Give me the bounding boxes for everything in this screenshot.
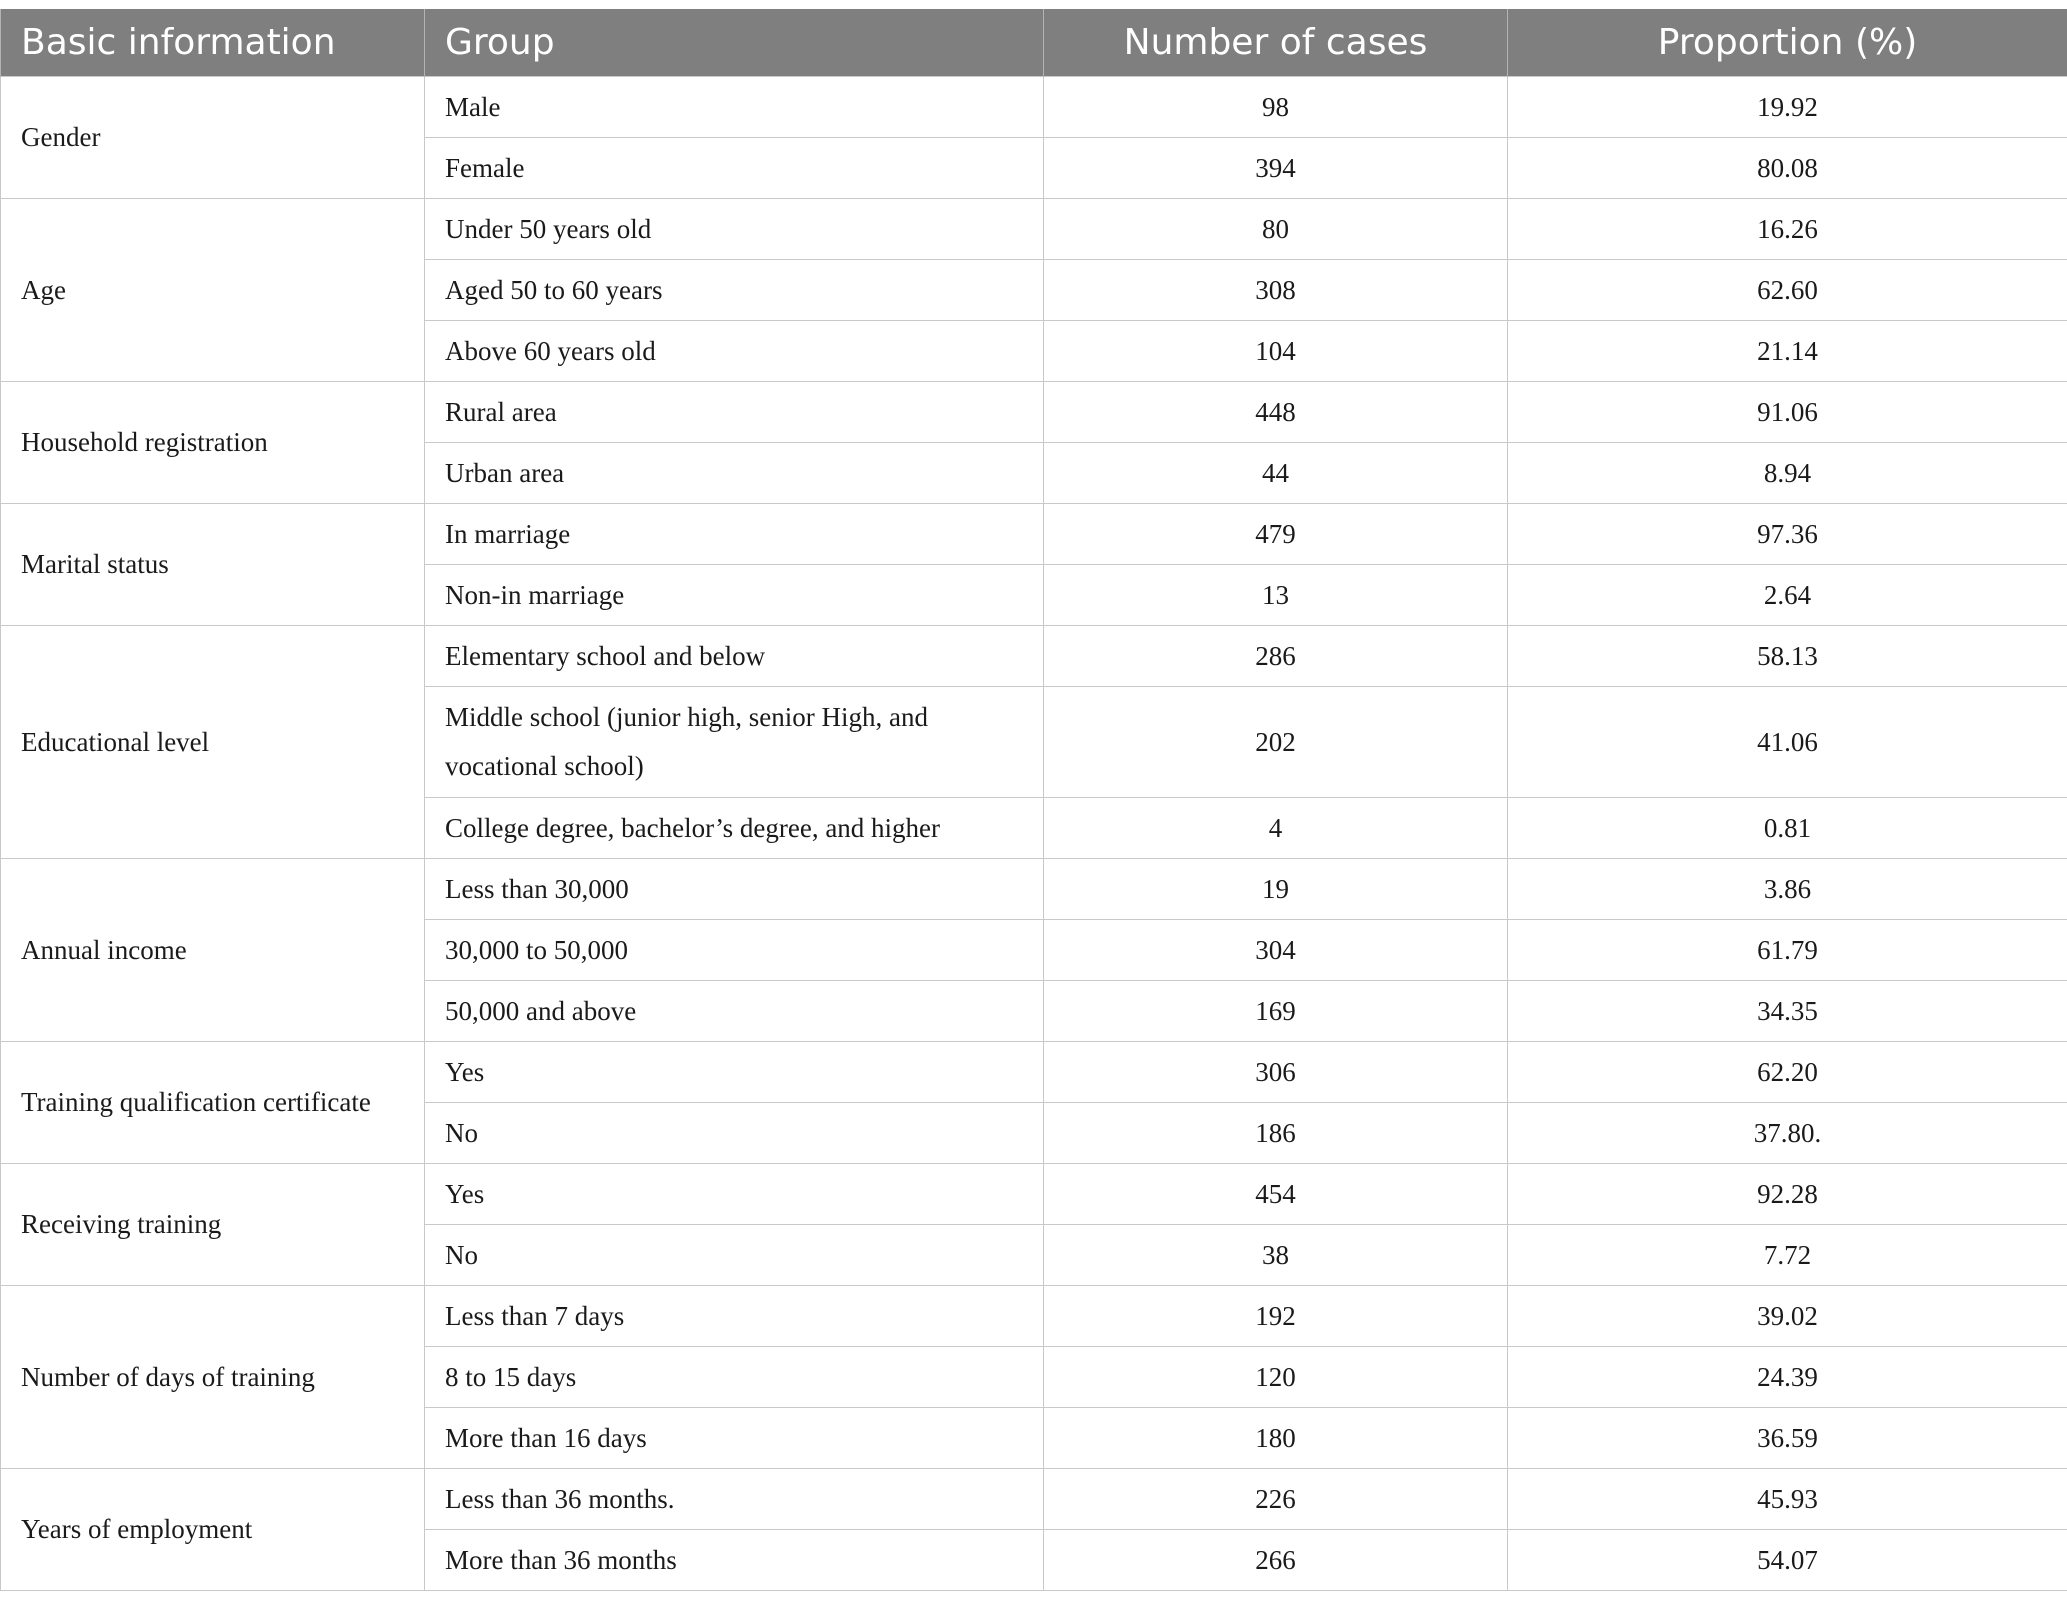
data-table-container (0, 9, 2067, 1591)
cases-cell: 226 (1044, 1469, 1508, 1530)
group-cell: College degree, bachelor’s degree, and higher (425, 798, 1044, 859)
proportion-cell: 97.36 (1508, 504, 2067, 565)
cases-cell: 4 (1044, 798, 1508, 859)
proportion-cell: 21.14 (1508, 321, 2067, 382)
proportion-cell: 2.64 (1508, 565, 2067, 626)
category-cell: Years of employment (1, 1469, 425, 1591)
group-cell: Less than 7 days (425, 1286, 1044, 1347)
proportion-cell: 7.72 (1508, 1225, 2067, 1286)
category-cell: Number of days of training (1, 1286, 425, 1469)
proportion-cell: 36.59 (1508, 1408, 2067, 1469)
cases-cell: 308 (1044, 260, 1508, 321)
proportion-cell: 16.26 (1508, 199, 2067, 260)
cases-cell: 104 (1044, 321, 1508, 382)
cases-cell: 454 (1044, 1164, 1508, 1225)
table-row (1, 382, 2067, 443)
category-cell: Receiving training (1, 1164, 425, 1286)
cases-cell: 120 (1044, 1347, 1508, 1408)
cases-cell: 306 (1044, 1042, 1508, 1103)
proportion-cell: 34.35 (1508, 981, 2067, 1042)
table-row (1, 199, 2067, 260)
cases-cell: 286 (1044, 626, 1508, 687)
header-group: Group (425, 9, 1044, 77)
group-cell: Urban area (425, 443, 1044, 504)
cases-cell: 448 (1044, 382, 1508, 443)
cases-cell: 80 (1044, 199, 1508, 260)
group-cell: Yes (425, 1042, 1044, 1103)
category-cell: Gender (1, 77, 425, 199)
category-cell: Household registration (1, 382, 425, 504)
proportion-cell: 91.06 (1508, 382, 2067, 443)
group-cell: Middle school (junior high, senior High, and vocational school) (425, 687, 1044, 798)
cases-cell: 479 (1044, 504, 1508, 565)
proportion-cell: 45.93 (1508, 1469, 2067, 1530)
cases-cell: 394 (1044, 138, 1508, 199)
proportion-cell: 62.60 (1508, 260, 2067, 321)
group-cell: Rural area (425, 382, 1044, 443)
cases-cell: 304 (1044, 920, 1508, 981)
table-row (1, 1164, 2067, 1225)
table-row (1, 859, 2067, 920)
group-cell: No (425, 1103, 1044, 1164)
group-cell: Elementary school and below (425, 626, 1044, 687)
table-header (1, 9, 2067, 77)
category-cell: Training qualification certificate (1, 1042, 425, 1164)
table-row (1, 1286, 2067, 1347)
header-row (1, 9, 2067, 77)
proportion-cell: 39.02 (1508, 1286, 2067, 1347)
proportion-cell: 8.94 (1508, 443, 2067, 504)
cases-cell: 202 (1044, 687, 1508, 798)
proportion-cell: 54.07 (1508, 1530, 2067, 1591)
group-cell: Non-in marriage (425, 565, 1044, 626)
cases-cell: 180 (1044, 1408, 1508, 1469)
cases-cell: 38 (1044, 1225, 1508, 1286)
group-cell: 50,000 and above (425, 981, 1044, 1042)
category-cell: Age (1, 199, 425, 382)
proportion-cell: 58.13 (1508, 626, 2067, 687)
group-cell: Less than 30,000 (425, 859, 1044, 920)
cases-cell: 192 (1044, 1286, 1508, 1347)
proportion-cell: 41.06 (1508, 687, 2067, 798)
proportion-cell: 61.79 (1508, 920, 2067, 981)
table-row (1, 77, 2067, 138)
cases-cell: 186 (1044, 1103, 1508, 1164)
proportion-cell: 92.28 (1508, 1164, 2067, 1225)
cases-cell: 98 (1044, 77, 1508, 138)
group-cell: Female (425, 138, 1044, 199)
cases-cell: 169 (1044, 981, 1508, 1042)
group-cell: 30,000 to 50,000 (425, 920, 1044, 981)
group-cell: Aged 50 to 60 years (425, 260, 1044, 321)
header-number-of-cases: Number of cases (1044, 9, 1508, 77)
table-body (1, 77, 2067, 1591)
cases-cell: 19 (1044, 859, 1508, 920)
cases-cell: 266 (1044, 1530, 1508, 1591)
table-row (1, 626, 2067, 687)
group-cell: Less than 36 months. (425, 1469, 1044, 1530)
group-cell: No (425, 1225, 1044, 1286)
proportion-cell: 80.08 (1508, 138, 2067, 199)
proportion-cell: 37.80. (1508, 1103, 2067, 1164)
cases-cell: 44 (1044, 443, 1508, 504)
proportion-cell: 62.20 (1508, 1042, 2067, 1103)
category-cell: Annual income (1, 859, 425, 1042)
group-cell: Yes (425, 1164, 1044, 1225)
proportion-cell: 19.92 (1508, 77, 2067, 138)
table-row (1, 1469, 2067, 1530)
cases-cell: 13 (1044, 565, 1508, 626)
category-cell: Marital status (1, 504, 425, 626)
header-basic-information: Basic information (1, 9, 425, 77)
group-cell: Under 50 years old (425, 199, 1044, 260)
group-cell: In marriage (425, 504, 1044, 565)
proportion-cell: 3.86 (1508, 859, 2067, 920)
category-cell: Educational level (1, 626, 425, 859)
group-cell: Above 60 years old (425, 321, 1044, 382)
group-cell: Male (425, 77, 1044, 138)
table-row (1, 1042, 2067, 1103)
group-cell: More than 36 months (425, 1530, 1044, 1591)
proportion-cell: 0.81 (1508, 798, 2067, 859)
group-cell: More than 16 days (425, 1408, 1044, 1469)
proportion-cell: 24.39 (1508, 1347, 2067, 1408)
group-cell: 8 to 15 days (425, 1347, 1044, 1408)
table-row (1, 504, 2067, 565)
basic-information-table (0, 9, 2067, 1591)
header-proportion: Proportion (%) (1508, 9, 2067, 77)
